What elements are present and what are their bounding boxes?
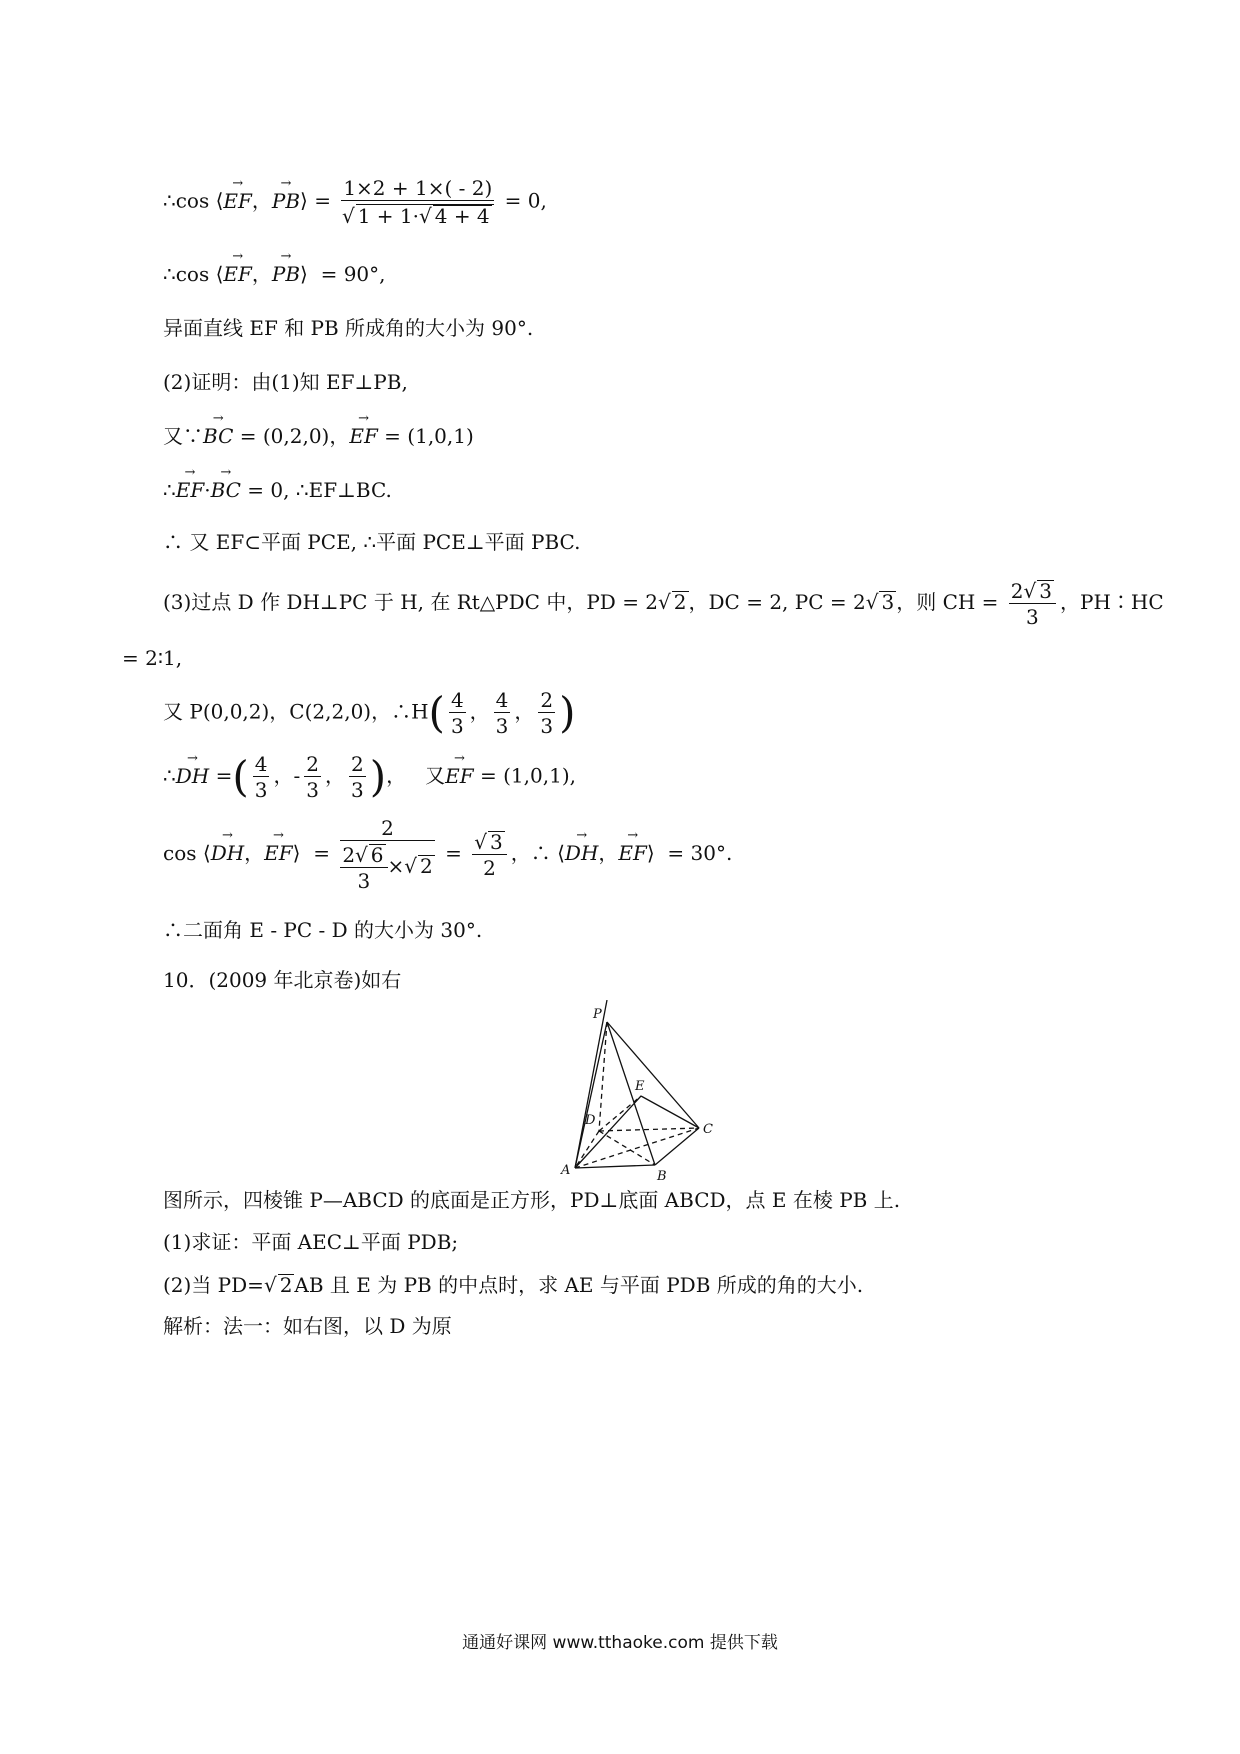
label-d: D <box>585 1113 596 1128</box>
equation-line-11: ∴→ DH =( $\frac{4}{3}$ ，- $\frac{2}{3}$ ， $\frac{2}{3}$ )， 又→ EF = (1,0,1), <box>163 754 576 800</box>
label-p: P <box>593 1007 602 1022</box>
equation-line-6: ∴→ EF·→ BC = 0, ∴EF⊥BC. <box>163 480 392 500</box>
vector-ef: → EF <box>223 264 251 284</box>
edge-ab <box>575 1165 655 1168</box>
text-line-15: 图所示，四棱锥 P—ABCD 的底面是正方形，PD⊥底面 ABCD，点 E 在棱 PB 上. <box>163 1188 901 1212</box>
text-line-13: ∴二面角 E - PC - D 的大小为 30°. <box>163 918 483 942</box>
vector-ef: → EF <box>349 426 377 446</box>
vector-dh: → DH <box>565 843 598 863</box>
segment-de <box>599 1096 641 1131</box>
text-line-3: 异面直线 EF 和 PB 所成角的大小为 90°. <box>163 316 534 340</box>
vector-dh: → DH <box>211 843 244 863</box>
ch-fraction: $\frac{2√ 3}{3}$ <box>1009 580 1056 627</box>
equation-line-8: (3)过点 D 作 DH⊥PC 于 H, 在 Rt△PDC 中，PD = 2√ 2 ，DC = 2, PC = 2√ 3 ，则 CH = $\frac{2√ 3}{3}$ ，PH∶HC <box>163 579 1164 629</box>
text-line-14: 10．(2009 年北京卷)如右 <box>163 968 402 992</box>
segment-ae <box>575 1096 641 1168</box>
text-line-4: (2)证明：由(1)知 EF⊥PB, <box>163 370 408 394</box>
diagonal-db <box>599 1131 655 1165</box>
text-line-18: 解析：法一：如右图，以 D 为原 <box>163 1314 452 1338</box>
label-b: B <box>657 1169 667 1184</box>
vector-ef: → EF <box>264 843 292 863</box>
label-e: E <box>635 1079 645 1094</box>
text-line-7: ∴ 又 EF⊂平面 PCE, ∴平面 PCE⊥平面 PBC. <box>163 530 581 554</box>
vector-bc: → BC <box>211 480 241 500</box>
equation-line-5: 又∵→ BC = (0,2,0)，→ EF = (1,0,1) <box>163 426 474 446</box>
equation-line-12: cos ⟨→ DH，→ EF⟩ = 2 $\frac{2√ 6}{3}$ ×√ 2 = $\frac{√ 3}{2}$ ，∴ ⟨→ DH，→ EF⟩ = 30°. <box>163 818 732 891</box>
cosine-fraction-2: 2 $\frac{2√ 6}{3}$ ×√ 2 <box>342 816 433 893</box>
equation-line-2: ∴cos ⟨→ EF，→ PB⟩ = 90°, <box>163 264 386 284</box>
text-line-17: (2)当 PD=√ 2 AB 且 E 为 PB 的中点时，求 AE 与平面 PDB 所成的角的大小. <box>163 1273 864 1297</box>
segment-ec <box>641 1096 699 1128</box>
text-line-16: (1)求证：平面 AEC⊥平面 PDB; <box>163 1230 459 1254</box>
edge-pb <box>607 1022 655 1165</box>
text-line-9: = 2∶1, <box>122 646 183 670</box>
edge-bc <box>655 1128 699 1165</box>
vector-dh: → DH <box>176 766 209 786</box>
edge-pa <box>575 1000 607 1168</box>
edge-dc <box>599 1128 699 1131</box>
vector-pb: → PB <box>272 191 300 211</box>
equation-line-10: 又 P(0,0,2)，C(2,2,0)，∴H( $\frac{4}{3}$ ， $\frac{4}{3}$ ， $\frac{2}{3}$ ) <box>163 688 576 738</box>
pyramid-figure <box>555 1000 735 1190</box>
footer: 通通好课网 www.tthaoke.com 提供下载 <box>462 1633 778 1653</box>
vector-ef: → EF <box>445 766 473 786</box>
label-c: C <box>703 1122 713 1137</box>
cosine-fraction: $\frac{1\times 2 + 1\times( - 2)}{√ 1 + 1\cdot√ 4 + 4}$ <box>341 176 493 228</box>
vector-ef: → EF <box>176 480 204 500</box>
vector-ef: → EF <box>618 843 646 863</box>
label-a: A <box>561 1163 571 1178</box>
vector-bc: → BC <box>203 426 233 446</box>
equation-line-1: ∴cos ⟨→ EF，→ PB⟩ = $\frac{1\times 2 + 1\times( - 2)}{√ 1 + 1\cdot√ 4 + 4}$ = 0, <box>163 178 547 226</box>
vector-ef: → EF <box>223 191 251 211</box>
vector-pb: → PB <box>272 264 300 284</box>
